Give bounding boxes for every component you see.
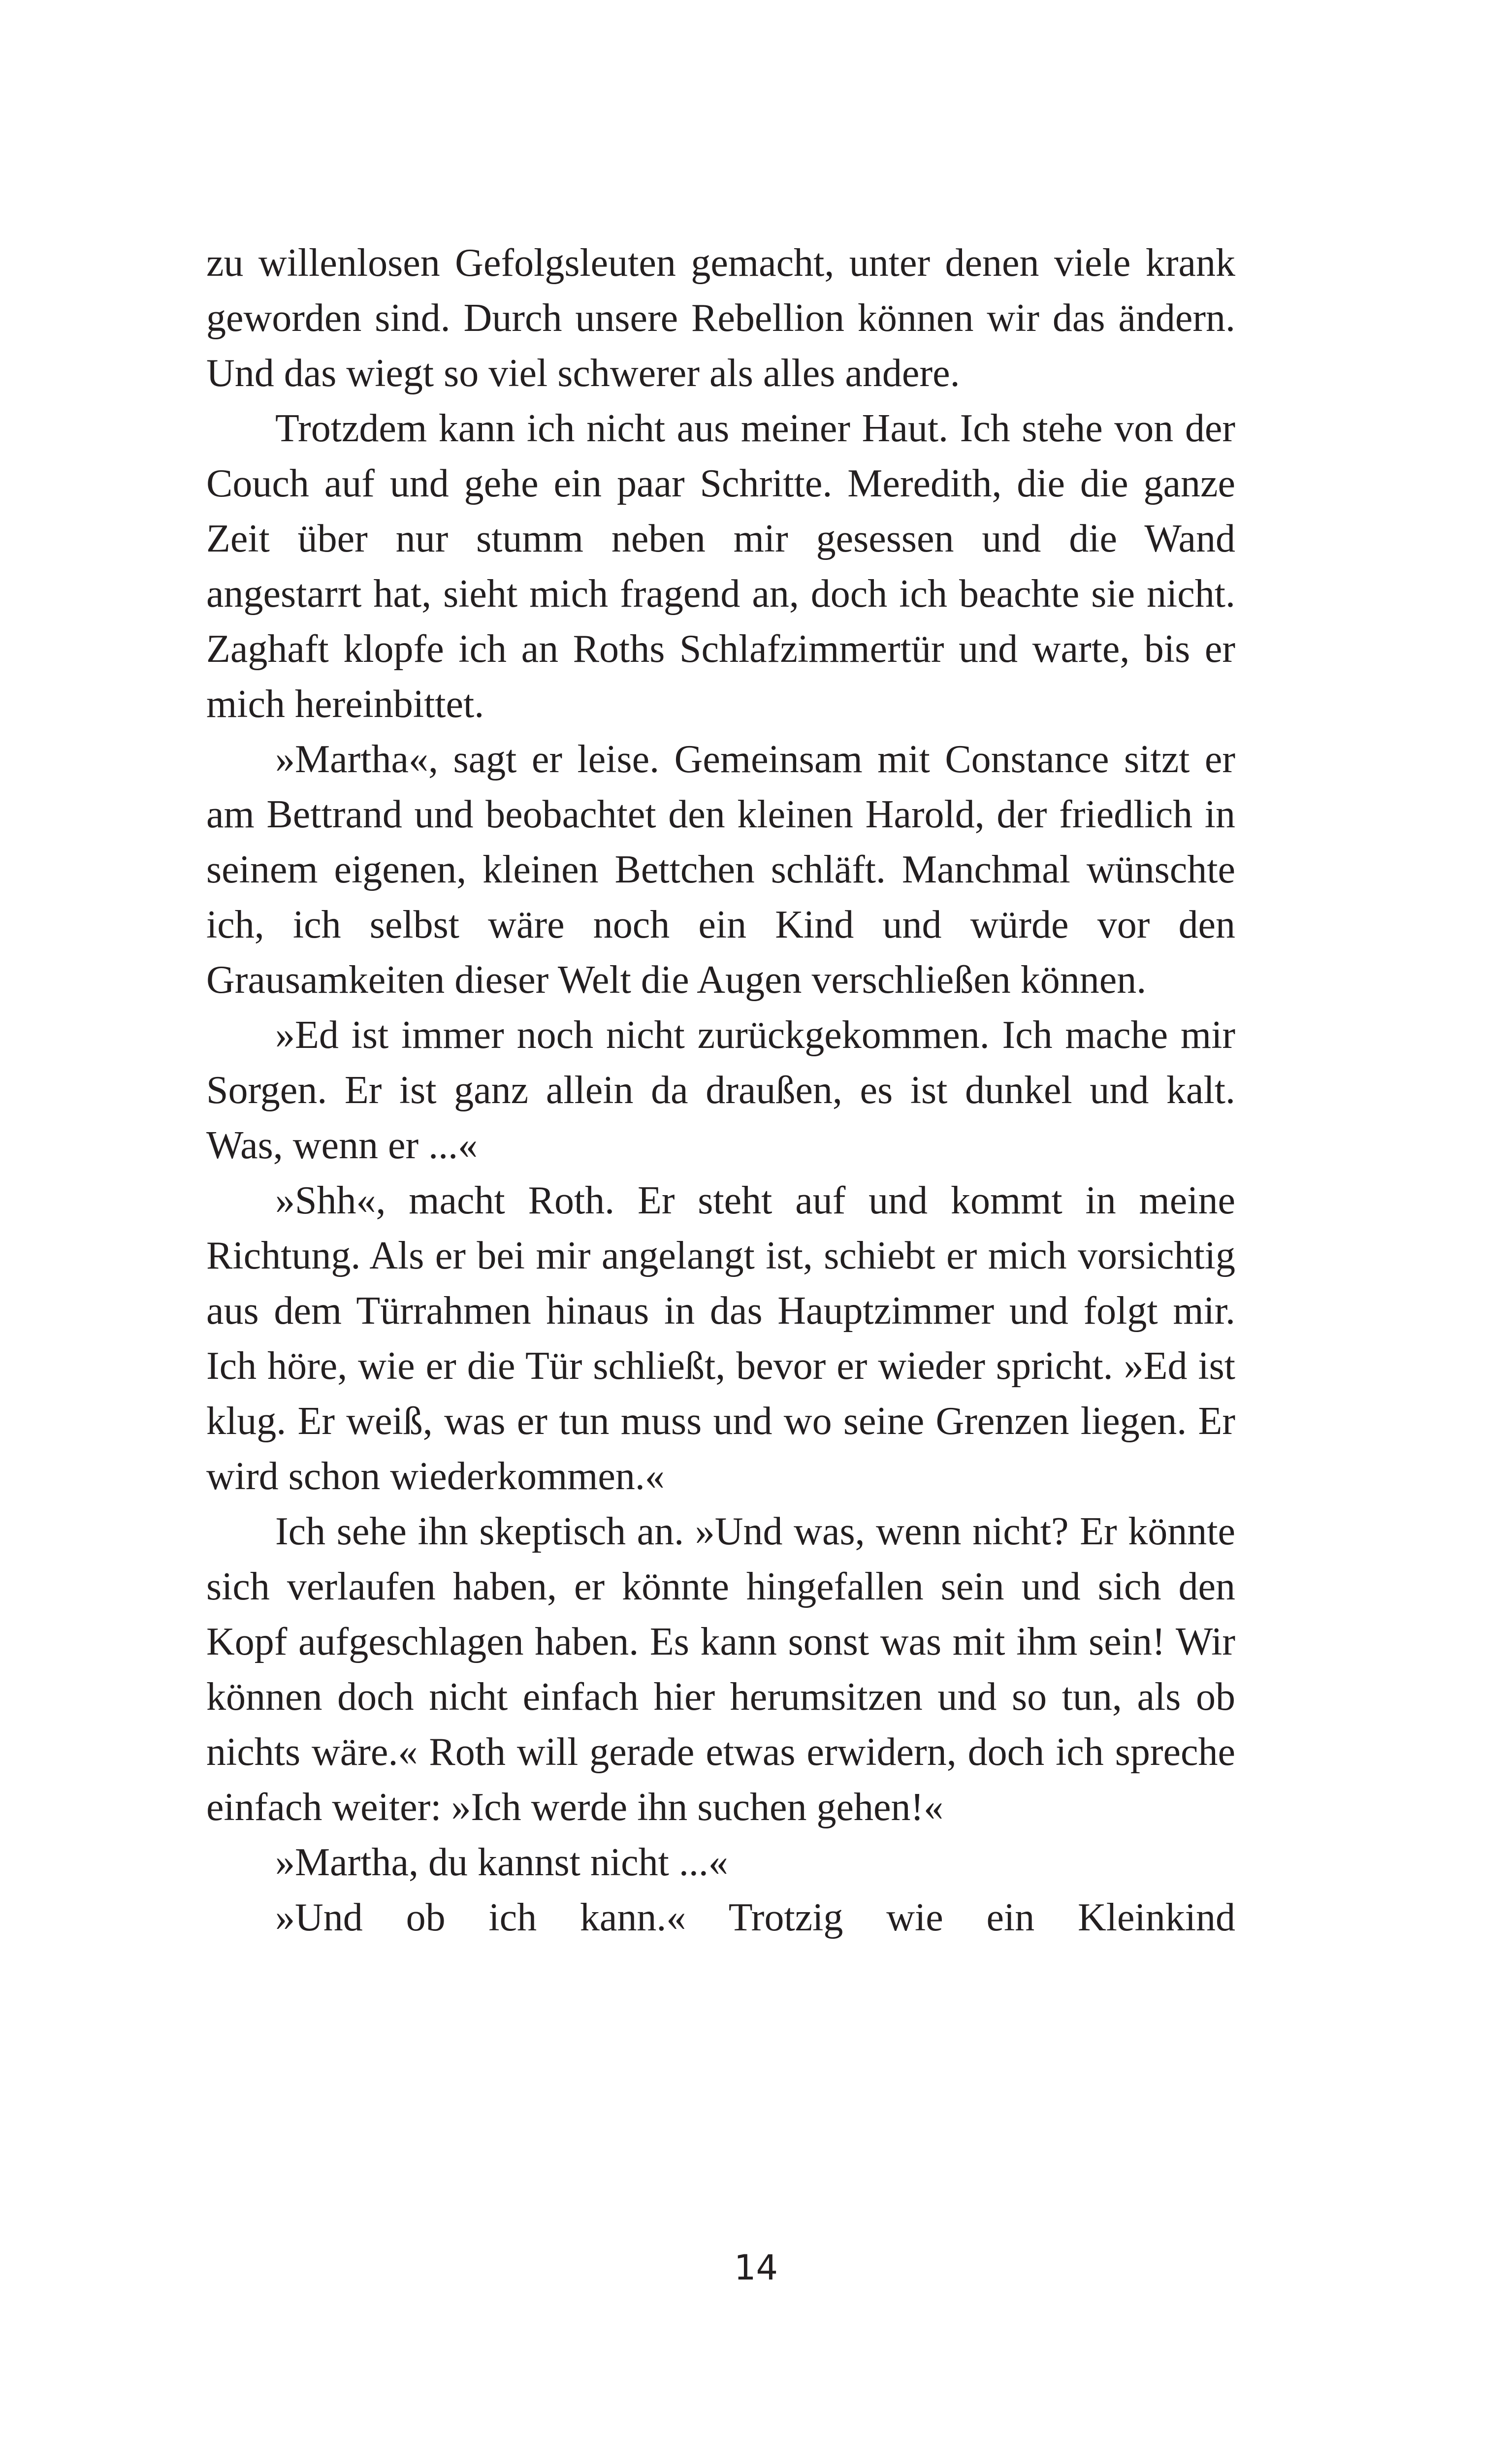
paragraph: »Und ob ich kann.« Trotzig wie ein Kleinkind xyxy=(275,1896,1235,1939)
paragraph: »Martha, du kannst nicht ...« xyxy=(275,1841,728,1884)
page-number: 14 xyxy=(734,2248,778,2288)
paragraph: »Shh«, macht Roth. Er steht auf und kommt in meine Richtung. Als er bei mir angelangt ist, schiebt er mich vorsichtig aus dem Türrahmen hinaus in das Hauptzimmer und folgt mir. Ich höre, wie er die Tür schließt, bevor er wieder spricht. »Ed ist klug. Er weiß, was er tun muss und wo seine Grenzen liegen. Er wird schon wiederkommen.« xyxy=(206,1179,1235,1498)
paragraph: zu willenlosen Gefolgsleuten gemacht, unter denen viele krank geworden sind. Durch unsere Rebellion können wir das ändern. Und das wiegt so viel schwerer als alles andere. xyxy=(206,241,1235,395)
paragraph: Trotzdem kann ich nicht aus meiner Haut. Ich stehe von der Couch auf und gehe ein paar Schritte. Meredith, die die ganze Zeit über nur stumm neben mir gesessen und die Wand angestarrt hat, sieht mich fragend an, doch ich beachte sie nicht. Zaghaft klopfe ich an Roths Schlafzimmertür und warte, bis er mich hereinbittet. xyxy=(206,407,1235,726)
paragraph: Ich sehe ihn skeptisch an. »Und was, wenn nicht? Er könnte sich verlaufen haben, er könnte hingefallen sein und sich den Kopf aufgeschlagen haben. Es kann sonst was mit ihm sein! Wir können doch nicht einfach hier herumsitzen und so tun, als ob nichts wäre.« Roth will gerade etwas erwidern, doch ich spreche einfach weiter: »Ich werde ihn suchen gehen!« xyxy=(206,1510,1235,1829)
body-text xyxy=(206,235,1235,1945)
paragraph: »Ed ist immer noch nicht zurückgekommen. Ich mache mir Sorgen. Er ist ganz allein da draußen, es ist dunkel und kalt. Was, wenn er ...« xyxy=(206,1013,1235,1167)
paragraph: »Martha«, sagt er leise. Gemeinsam mit Constance sitzt er am Bettrand und beobachtet den kleinen Harold, der friedlich in seinem eigenen, kleinen Bettchen schläft. Manchmal wünschte ich, ich selbst wäre noch ein Kind und würde vor den Grausamkeiten dieser Welt die Augen verschließen können. xyxy=(206,738,1235,1002)
